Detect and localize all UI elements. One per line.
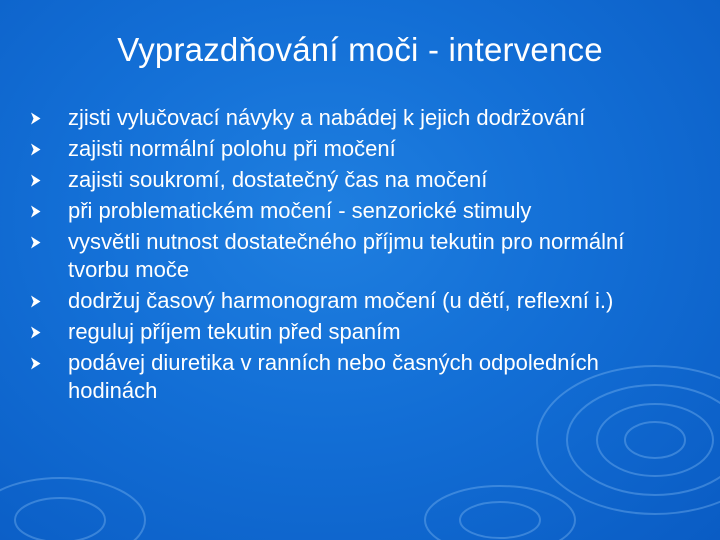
bullet-item bbox=[28, 166, 688, 194]
bullet-text: zajisti soukromí, dostatečný čas na močení bbox=[68, 167, 488, 192]
bullet-text: při problematickém močení - senzorické stimuly bbox=[68, 198, 532, 223]
arrowhead-icon bbox=[30, 326, 41, 339]
arrowhead-icon bbox=[30, 357, 41, 370]
arrowhead-icon bbox=[30, 112, 41, 125]
bullet-text: dodržuj časový harmonogram močení (u dětí, reflexní i.) bbox=[68, 288, 614, 313]
bullet-item bbox=[28, 104, 688, 132]
bullet-item bbox=[28, 349, 688, 405]
bullet-text: zjisti vylučovací návyky a nabádej k jejich dodržování bbox=[68, 105, 586, 130]
slide-title: Vyprazdňování moči - intervence bbox=[117, 31, 603, 68]
bullet-item bbox=[28, 197, 688, 225]
bullet-text: podávej diuretika v ranních nebo časných odpoledních hodinách bbox=[68, 350, 599, 403]
bullet-text: vysvětli nutnost dostatečného příjmu tekutin pro normální tvorbu moče bbox=[68, 229, 625, 282]
bullet-item bbox=[28, 228, 688, 284]
arrowhead-icon bbox=[30, 143, 41, 156]
arrowhead-icon bbox=[30, 205, 41, 218]
bullet-item bbox=[28, 135, 688, 163]
bullet-item bbox=[28, 287, 688, 315]
bullet-text: zajisti normální polohu při močení bbox=[68, 136, 396, 161]
bullet-list bbox=[28, 104, 688, 408]
arrowhead-icon bbox=[30, 236, 41, 249]
bullet-text: reguluj příjem tekutin před spaním bbox=[68, 319, 401, 344]
bullet-item bbox=[28, 318, 688, 346]
arrowhead-icon bbox=[30, 174, 41, 187]
arrowhead-icon bbox=[30, 295, 41, 308]
